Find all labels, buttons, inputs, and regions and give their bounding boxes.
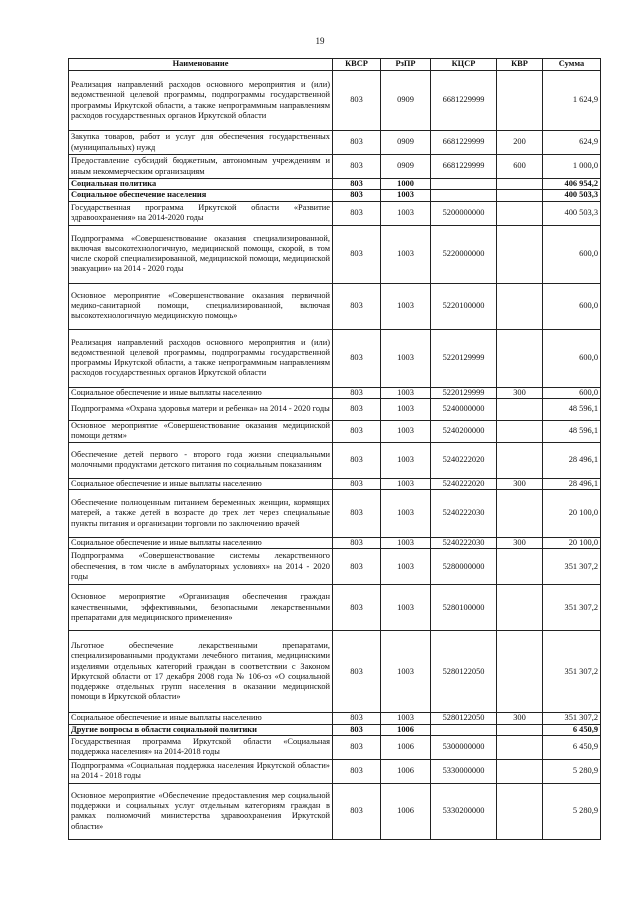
cell-kcsr: 5240222030 [431,490,497,538]
cell-name: Социальное обеспечение и иные выплаты населению [69,478,333,489]
table-header-row [69,59,601,71]
cell-sum: 20 100,0 [543,490,601,538]
cell-kvr [497,201,543,225]
cell-name: Социальная политика [69,179,333,190]
cell-name: Основное мероприятие «Организация обеспечения граждан качественными, эффективными, безопасными лекарственными препаратами для медицинского применения» [69,585,333,631]
table-row [69,538,601,549]
table-row [69,283,601,329]
table-row [69,201,601,225]
cell-name: Социальное обеспечение и иные выплаты населению [69,713,333,724]
cell-kvsr: 803 [333,549,381,585]
cell-kvr: 300 [497,713,543,724]
cell-kvr: 200 [497,131,543,155]
cell-kvr: 600 [497,155,543,179]
cell-name: Основное мероприятие «Совершенствование оказания первичной медико-санитарной помощи, специализированной, включая высокотехнологичную медицинскую помощь» [69,283,333,329]
table-row [69,329,601,387]
cell-sum: 48 596,1 [543,398,601,420]
cell-sum: 400 503,3 [543,201,601,225]
cell-kcsr: 5220000000 [431,225,497,283]
cell-rzpr: 1006 [381,783,431,839]
table-row [69,585,601,631]
cell-kvr [497,585,543,631]
cell-rzpr: 1003 [381,549,431,585]
cell-sum: 406 954,2 [543,179,601,190]
cell-name: Другие вопросы в области социальной политики [69,724,333,735]
cell-sum: 351 307,2 [543,631,601,713]
cell-name: Подпрограмма «Охрана здоровья матери и ребенка» на 2014 - 2020 годы [69,398,333,420]
cell-kvr: 300 [497,538,543,549]
header-kvsr: КВСР [333,59,381,71]
table-row [69,759,601,783]
table-row [69,225,601,283]
cell-rzpr: 1006 [381,759,431,783]
cell-name: Льготное обеспечение лекарственными препаратами, специализированными продуктами лечебного питания, медицинскими изделиями отдельных категорий граждан в соответствии с Законом Иркутской области от 17 декабря 2008 года № 106-оз «О социальной поддержке отдельных групп населения в оказании медицинской помощи в Иркутской области» [69,631,333,713]
cell-rzpr: 1006 [381,735,431,759]
cell-sum: 5 280,9 [543,783,601,839]
cell-name: Предоставление субсидий бюджетным, автономным учреждениям и иным некоммерческим организациям [69,155,333,179]
cell-kvsr: 803 [333,131,381,155]
cell-sum: 351 307,2 [543,713,601,724]
cell-rzpr: 1003 [381,201,431,225]
cell-kvr [497,179,543,190]
cell-kcsr: 5280100000 [431,585,497,631]
cell-sum: 351 307,2 [543,549,601,585]
cell-kcsr: 5220129999 [431,387,497,398]
cell-kvr [497,631,543,713]
cell-kcsr: 5330000000 [431,759,497,783]
cell-rzpr: 1003 [381,283,431,329]
cell-rzpr: 1000 [381,179,431,190]
cell-rzpr: 1003 [381,713,431,724]
table-row [69,179,601,190]
cell-rzpr: 1003 [381,478,431,489]
cell-kvsr: 803 [333,329,381,387]
cell-kcsr: 5280122050 [431,713,497,724]
budget-table [68,58,601,840]
cell-kvsr: 803 [333,398,381,420]
page-number: 19 [315,36,325,46]
cell-rzpr: 1003 [381,398,431,420]
table-row [69,420,601,442]
cell-kvsr: 803 [333,724,381,735]
table-row [69,783,601,839]
cell-kvsr: 803 [333,783,381,839]
table-row [69,131,601,155]
table-row [69,631,601,713]
cell-kvr: 300 [497,478,543,489]
table-row [69,478,601,489]
cell-rzpr: 0909 [381,131,431,155]
cell-sum: 624,9 [543,131,601,155]
header-sum: Сумма [543,59,601,71]
cell-name: Подпрограмма «Совершенствование системы лекарственного обеспечения, в том числе в амбулаторных условиях» на 2014 - 2020 годы [69,549,333,585]
cell-kvsr: 803 [333,759,381,783]
cell-kvr [497,442,543,478]
cell-kvsr: 803 [333,387,381,398]
cell-kvsr: 803 [333,478,381,489]
cell-kcsr: 5200000000 [431,201,497,225]
cell-name: Социальное обеспечение и иные выплаты населению [69,387,333,398]
cell-sum: 400 503,3 [543,190,601,201]
table-row [69,71,601,131]
header-name: Наименование [69,59,333,71]
cell-kcsr: 5240200000 [431,420,497,442]
cell-rzpr: 1003 [381,420,431,442]
table-row [69,549,601,585]
cell-kvsr: 803 [333,538,381,549]
cell-kvsr: 803 [333,71,381,131]
cell-kcsr: 5330200000 [431,783,497,839]
cell-kcsr: 5280122050 [431,631,497,713]
cell-rzpr: 1003 [381,538,431,549]
cell-name: Обеспечение полноценным питанием беременных женщин, кормящих матерей, а также детей в возрасте до трех лет через специальные пункты питания и организации торговли по заключению врачей [69,490,333,538]
cell-sum: 351 307,2 [543,585,601,631]
cell-kvsr: 803 [333,490,381,538]
cell-sum: 6 450,9 [543,735,601,759]
cell-rzpr: 1003 [381,387,431,398]
table-row [69,490,601,538]
cell-kvr [497,329,543,387]
cell-sum: 28 496,1 [543,478,601,489]
cell-name: Реализация направлений расходов основного мероприятия и (или) ведомственной целевой программы, подпрограммы государственной программы Иркутской области, а также непрограммным направлениям расходов государственных органов Иркутской области [69,329,333,387]
header-kvr: КВР [497,59,543,71]
cell-rzpr: 1003 [381,442,431,478]
cell-kvr [497,549,543,585]
table-row [69,387,601,398]
cell-name: Подпрограмма «Совершенствование оказания специализированной, включая высокотехнологичную, медицинской помощи, скорой, в том числе скорой специализированной, медицинской помощи, медицинской эвакуации» на 2014 - 2020 годы [69,225,333,283]
cell-name: Обеспечение детей первого - второго года жизни специальными молочными продуктами детского питания по социальным показаниям [69,442,333,478]
cell-kvr [497,783,543,839]
cell-kcsr: 5220129999 [431,329,497,387]
cell-kvsr: 803 [333,420,381,442]
cell-sum: 6 450,9 [543,724,601,735]
cell-kcsr: 5240222020 [431,478,497,489]
cell-kvsr: 803 [333,283,381,329]
table-row [69,190,601,201]
cell-rzpr: 1003 [381,631,431,713]
cell-kvsr: 803 [333,442,381,478]
cell-kvr [497,724,543,735]
cell-kvsr: 803 [333,201,381,225]
cell-name: Основное мероприятие «Совершенствование оказания медицинской помощи детям» [69,420,333,442]
table-row [69,724,601,735]
cell-sum: 600,0 [543,329,601,387]
cell-kvsr: 803 [333,225,381,283]
cell-kvr [497,225,543,283]
cell-name: Реализация направлений расходов основного мероприятия и (или) ведомственной целевой программы, подпрограммы государственной программы Иркутской области, а также непрограммным направлениям расходов государственных органов Иркутской области [69,71,333,131]
cell-sum: 600,0 [543,387,601,398]
cell-kcsr: 5240000000 [431,398,497,420]
cell-rzpr: 1003 [381,225,431,283]
cell-kvr [497,283,543,329]
cell-kcsr: 6681229999 [431,131,497,155]
cell-name: Социальное обеспечение и иные выплаты населению [69,538,333,549]
cell-kcsr: 5300000000 [431,735,497,759]
table-row [69,398,601,420]
cell-kvsr: 803 [333,631,381,713]
cell-kvsr: 803 [333,190,381,201]
cell-kvsr: 803 [333,155,381,179]
cell-kvsr: 803 [333,179,381,190]
cell-name: Государственная программа Иркутской области «Социальная поддержка населения» на 2014-2018 годы [69,735,333,759]
cell-kcsr: 5280000000 [431,549,497,585]
cell-name: Социальное обеспечение населения [69,190,333,201]
cell-kvr [497,71,543,131]
cell-sum: 600,0 [543,283,601,329]
table-row [69,713,601,724]
cell-rzpr: 1003 [381,585,431,631]
cell-sum: 5 280,9 [543,759,601,783]
cell-kcsr [431,179,497,190]
cell-kvr [497,490,543,538]
header-kcsr: КЦСР [431,59,497,71]
cell-sum: 1 624,9 [543,71,601,131]
cell-kcsr: 5220100000 [431,283,497,329]
cell-rzpr: 0909 [381,155,431,179]
cell-kcsr: 5240222030 [431,538,497,549]
cell-kvsr: 803 [333,585,381,631]
cell-kcsr: 6681229999 [431,71,497,131]
cell-kcsr [431,724,497,735]
cell-kvr [497,735,543,759]
cell-kvr [497,420,543,442]
cell-rzpr: 1003 [381,329,431,387]
cell-kcsr: 6681229999 [431,155,497,179]
cell-name: Основное мероприятие «Обеспечение предоставления мер социальной поддержки и социальных услуг отдельным категориям граждан в рамках полномочий министерства здравоохранения Иркутской области» [69,783,333,839]
table-body [69,71,601,840]
cell-kvsr: 803 [333,713,381,724]
cell-sum: 20 100,0 [543,538,601,549]
cell-kvr: 300 [497,387,543,398]
table-row [69,155,601,179]
cell-kcsr: 5240222020 [431,442,497,478]
cell-sum: 600,0 [543,225,601,283]
header-rzpr: РзПР [381,59,431,71]
cell-rzpr: 1006 [381,724,431,735]
cell-kvr [497,759,543,783]
table-row [69,735,601,759]
cell-name: Подпрограмма «Социальная поддержка населения Иркутской области» на 2014 - 2018 годы [69,759,333,783]
cell-rzpr: 1003 [381,490,431,538]
cell-name: Государственная программа Иркутской области «Развитие здравоохранения» на 2014-2020 годы [69,201,333,225]
cell-rzpr: 1003 [381,190,431,201]
cell-kvsr: 803 [333,735,381,759]
cell-kcsr [431,190,497,201]
cell-sum: 48 596,1 [543,420,601,442]
table-row [69,442,601,478]
cell-kvr [497,190,543,201]
cell-sum: 28 496,1 [543,442,601,478]
cell-kvr [497,398,543,420]
cell-rzpr: 0909 [381,71,431,131]
cell-name: Закупка товаров, работ и услуг для обеспечения государственных (муниципальных) нужд [69,131,333,155]
cell-sum: 1 000,0 [543,155,601,179]
